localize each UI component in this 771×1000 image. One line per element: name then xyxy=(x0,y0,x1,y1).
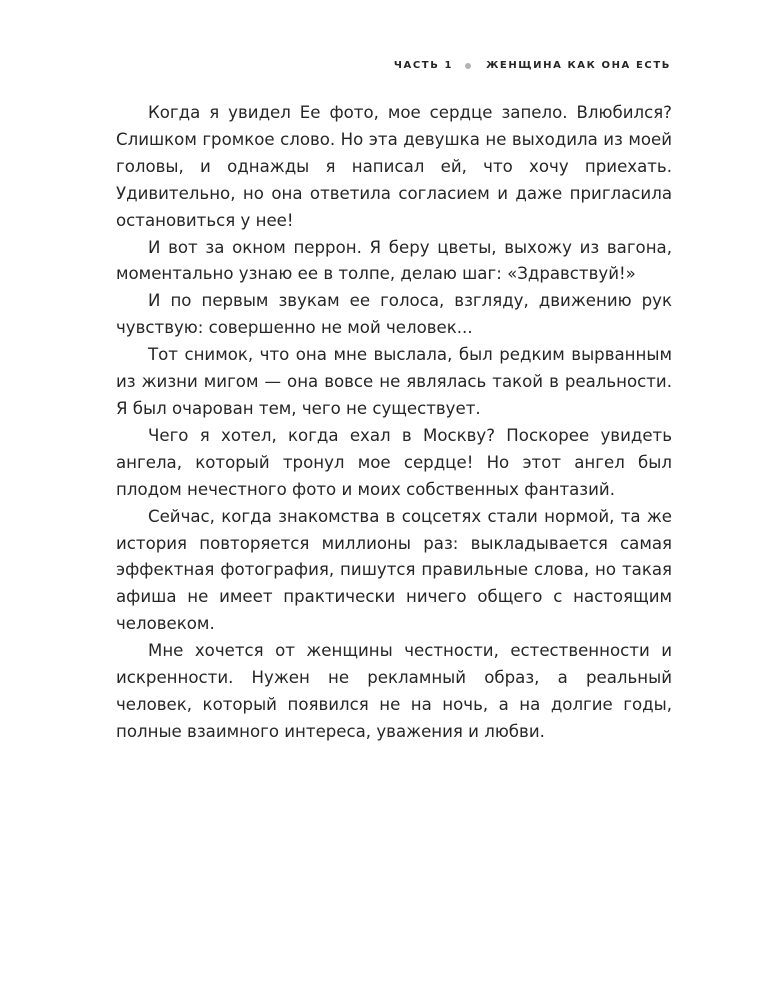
running-header xyxy=(394,60,671,71)
paragraph: Когда я увидел Ее фото, мое сердце запело. Влюбился? Слишком громкое слово. Но эта девушка не выходила из моей головы, и однажды я написал ей, что хочу приехать. Удивительно, но она ответила согласием и даже пригласила остановиться у нее! xyxy=(116,103,672,230)
paragraph: И вот за окном перрон. Я беру цветы, выхожу из вагона, моментально узнаю ее в толпе, делаю шаг: «Здравствуй!» xyxy=(116,237,672,284)
part-label: ЧАСТЬ 1 xyxy=(393,60,454,71)
text-body xyxy=(116,100,672,746)
paragraph: Сейчас, когда знакомства в соцсетях стали нормой, та же история повторяется миллионы раз: выкладывается самая эффектная фотография, пишутся правильные слова, но такая афиша не имеет практически ничего общего с настоящим человеком. xyxy=(116,506,672,634)
paragraph: И по первым звукам ее голоса, взгляду, движению рук чувствую: совершенно не мой человек... xyxy=(116,291,672,338)
paragraph: Мне хочется от женщины честности, естественности и искренности. Нужен не рекламный образ, а реальный человек, который появился не на ночь, а на долгие годы, полные взаимного интереса, уважения и любви. xyxy=(116,641,672,741)
paragraph: Чего я хотел, когда ехал в Москву? Поскорее увидеть ангела, который тронул мое сердце! Но этот ангел был плодом нечестного фото и моих собственных фантазий. xyxy=(116,425,672,499)
chapter-title: ЖЕНЩИНА КАК ОНА ЕСТЬ xyxy=(486,60,671,71)
separator-dot-icon xyxy=(465,63,471,69)
paragraph: Тот снимок, что она мне выслала, был редким вырванным из жизни мигом — она вовсе не являлась такой в реальности. Я был очарован тем, чего не существует. xyxy=(116,345,672,418)
